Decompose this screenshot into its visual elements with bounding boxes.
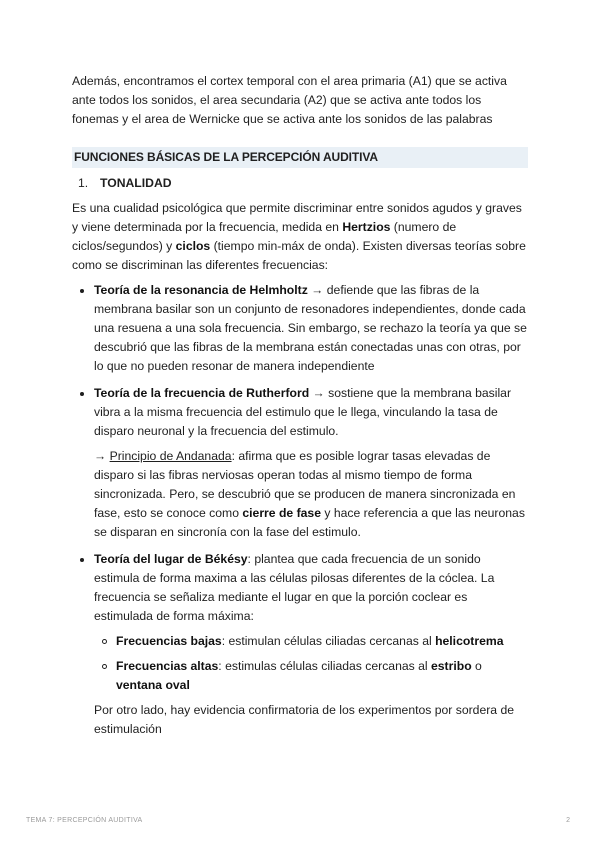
section-heading: FUNCIONES BÁSICAS DE LA PERCEPCIÓN AUDITIVA — [72, 147, 528, 168]
bold-term: Hertzios — [342, 220, 391, 234]
bold-term: Frecuencias bajas — [116, 634, 222, 648]
text-span: (tiempo min-máx de onda). Existen diversas teorías sobre como se discriminan las diferentes frecuencias: — [72, 239, 526, 272]
footer-title: TEMA 7: PERCEPCIÓN AUDITIVA — [26, 817, 143, 824]
text-span: : estimulan células ciliadas cercanas al — [221, 634, 436, 648]
bold-term: helicotrema — [435, 634, 504, 648]
theory-title: Teoría del lugar de Békésy — [94, 552, 248, 566]
closing-paragraph: Por otro lado, hay evidencia confirmatoria de los experimentos por sordera de estimulación — [94, 703, 515, 736]
intro-paragraph: Además, encontramos el cortex temporal con el area primaria (A1) que se activa ante todos los sonidos, el area secundaria (A2) que se activa ante todos los fonemas y el area de Wernicke que se activa ante los sonidos de las palabras — [72, 74, 507, 126]
principle-term: Principio de Andanada — [109, 449, 232, 463]
numbered-item — [72, 174, 528, 193]
bold-term: Frecuencias altas — [116, 659, 219, 673]
list-item-rutherford — [72, 384, 528, 542]
theory-title: Teoría de la frecuencia de Rutherford — [94, 386, 310, 400]
bold-term: cierre de fase — [242, 506, 321, 520]
theory-text: : plantea que cada frecuencia de un sonido estimula de forma maxima a las células pilosas diferentes de la cóclea. La frecuencia se señaliza mediante el lugar en que la porción coclear es estimulada de forma máxima: — [94, 552, 495, 623]
list-item-helmholtz — [72, 281, 528, 376]
tonalidad-paragraph — [72, 199, 528, 275]
item-title: TONALIDAD — [100, 176, 172, 190]
list-item-bekesy — [72, 550, 528, 739]
text-span: o — [471, 659, 482, 673]
bold-term: ciclos — [175, 239, 211, 253]
bold-term: ventana oval — [116, 678, 190, 692]
sublist-item-high — [94, 657, 528, 695]
text-span: : afirma que es posible lograr tasas elevadas de disparo si las fibras nerviosas operan todas al mismo tiempo de forma sincronizada. Pero, se descubrió que se producen de manera sincronizada en fase, esto se conoce como — [94, 449, 516, 520]
page-number: 2 — [566, 817, 570, 824]
text-span: y hace referencia a que las neuronas se disparan en sincronía con la fase del estimulo. — [94, 506, 525, 539]
text-span: (numero de ciclos/segundos) y — [72, 220, 457, 253]
document-body — [72, 72, 528, 747]
text-span: : estimulas células ciliadas cercanas al — [218, 659, 431, 673]
theory-text: → defiende que las fibras de la membrana basilar son un conjunto de resonadores independientes, donde cada una resuena a una sola frecuencia. Sin embargo, se rechazo la teoría ya que se descubrió que las fibras de la membrana están conectadas unas con otras, por lo que no pueden resonar de manera independiente — [94, 283, 527, 373]
frequency-sublist — [94, 632, 528, 695]
arrow-icon: → — [94, 449, 110, 463]
theory-text: → sostiene que la membrana basilar vibra a la misma frecuencia del estimulo que le llega, vinculando la tasa de disparo neuronal y la frecuencia del estimulo. — [94, 386, 512, 438]
bold-term: estribo — [431, 659, 472, 673]
item-number: 1. — [78, 176, 89, 190]
sublist-item-low — [94, 632, 528, 651]
text-span: Es una cualidad psicológica que permite discriminar entre sonidos agudos y graves y viene determinada por la frecuencia, medida en — [72, 201, 522, 234]
theory-title: Teoría de la resonancia de Helmholtz — [94, 283, 308, 297]
andanada-paragraph — [94, 447, 528, 542]
theories-list — [72, 281, 528, 739]
